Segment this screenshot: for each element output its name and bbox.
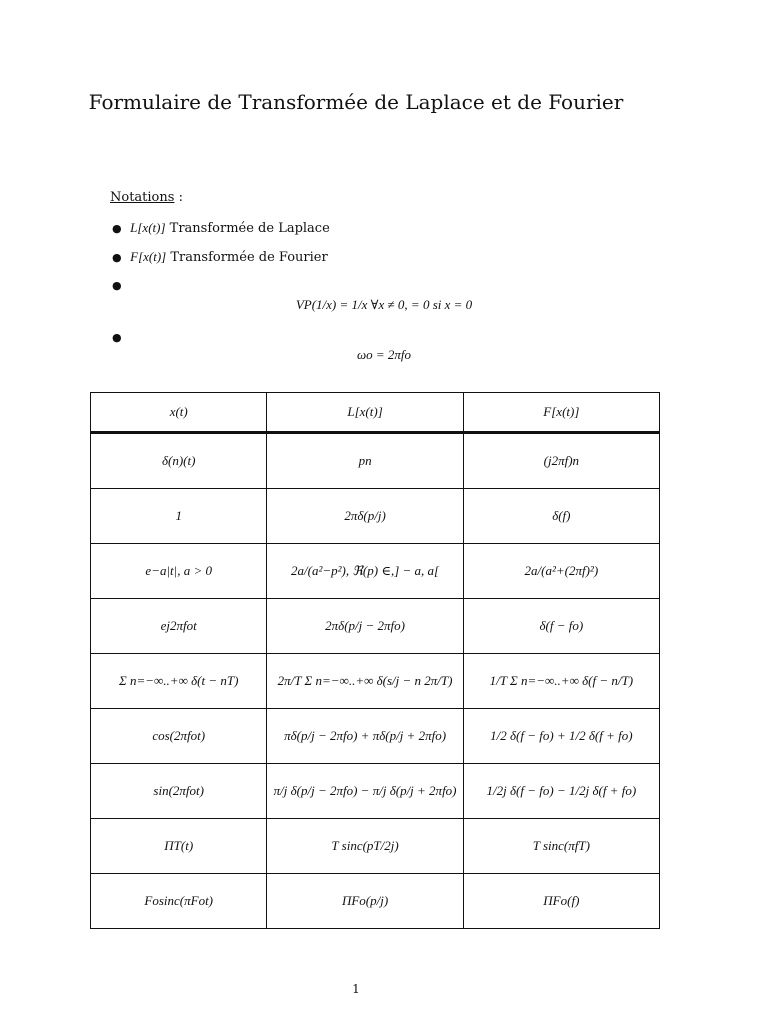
table-cell: ΠT(t) (91, 819, 267, 874)
table-cell: cos(2πfot) (91, 709, 267, 764)
table-row (91, 819, 660, 874)
column-header: x(t) (91, 393, 267, 433)
table-cell: (j2πf)n (463, 433, 659, 489)
table-cell: ΠFo(f) (463, 874, 659, 929)
notations-colon: : (174, 190, 183, 205)
column-header: L[x(t)] (267, 393, 463, 433)
page-title: Formulaire de Transformée de Laplace et de Fourier (88, 90, 624, 114)
table-cell: δ(n)(t) (91, 433, 267, 489)
table-cell: Σ n=−∞..+∞ δ(t − nT) (91, 654, 267, 709)
table-cell: π/j δ(p/j − 2πfo) − π/j δ(p/j + 2πfo) (267, 764, 463, 819)
bullet-icon: ● (112, 279, 122, 292)
laplace-text: Transformée de Laplace (169, 221, 330, 236)
table-cell: 2π/T Σ n=−∞..+∞ δ(s/j − n 2π/T) (267, 654, 463, 709)
fourier-symbol: F[x(t)] (130, 249, 167, 264)
table-cell: 2a/(a²+(2πf)²) (463, 544, 659, 599)
table-cell: ΠFo(p/j) (267, 874, 463, 929)
laplace-symbol: L[x(t)] (130, 220, 166, 235)
table-cell: 1/2j δ(f − fo) − 1/2j δ(f + fo) (463, 764, 659, 819)
equation-vp: VP(1/x) = 1/x ∀x ≠ 0, = 0 si x = 0 (295, 297, 473, 312)
table-cell: T sinc(πfT) (463, 819, 659, 874)
notations-label: Notations (110, 190, 175, 205)
table-cell: T sinc(pT/2j) (267, 819, 463, 874)
notations-heading (110, 190, 183, 205)
table-row (91, 764, 660, 819)
table-cell: δ(f) (463, 489, 659, 544)
page-number: 1 (352, 982, 360, 996)
table-cell: Fosinc(πFot) (91, 874, 267, 929)
table-row (91, 433, 660, 489)
equation-omega: ωo = 2πfo (356, 347, 412, 362)
table-cell: pn (267, 433, 463, 489)
table-cell: 2πδ(p/j − 2πfo) (267, 599, 463, 654)
bullet-vp (112, 278, 126, 293)
table-cell: ej2πfot (91, 599, 267, 654)
bullet-icon: ● (112, 331, 122, 344)
notation-item-laplace (112, 220, 330, 236)
table-row (91, 654, 660, 709)
bullet-icon: ● (112, 222, 122, 235)
table-cell: 2a/(a²−p²), ℜ(p) ∈,] − a, a[ (267, 544, 463, 599)
table-header-row (91, 393, 660, 433)
table-cell: 1 (91, 489, 267, 544)
table-cell: 1/2 δ(f − fo) + 1/2 δ(f + fo) (463, 709, 659, 764)
table-row (91, 544, 660, 599)
table-cell: δ(f − fo) (463, 599, 659, 654)
notation-item-fourier (112, 249, 328, 265)
table-cell: 2πδ(p/j) (267, 489, 463, 544)
bullet-omega (112, 330, 126, 345)
table-row (91, 599, 660, 654)
bullet-icon: ● (112, 251, 122, 264)
table-cell: 1/T Σ n=−∞..+∞ δ(f − n/T) (463, 654, 659, 709)
table-row (91, 489, 660, 544)
table-cell: e−a|t|, a > 0 (91, 544, 267, 599)
formula-table (90, 392, 660, 929)
table-cell: sin(2πfot) (91, 764, 267, 819)
table-row (91, 709, 660, 764)
column-header: F[x(t)] (463, 393, 659, 433)
table-cell: πδ(p/j − 2πfo) + πδ(p/j + 2πfo) (267, 709, 463, 764)
table-row (91, 874, 660, 929)
fourier-text: Transformée de Fourier (170, 250, 328, 265)
